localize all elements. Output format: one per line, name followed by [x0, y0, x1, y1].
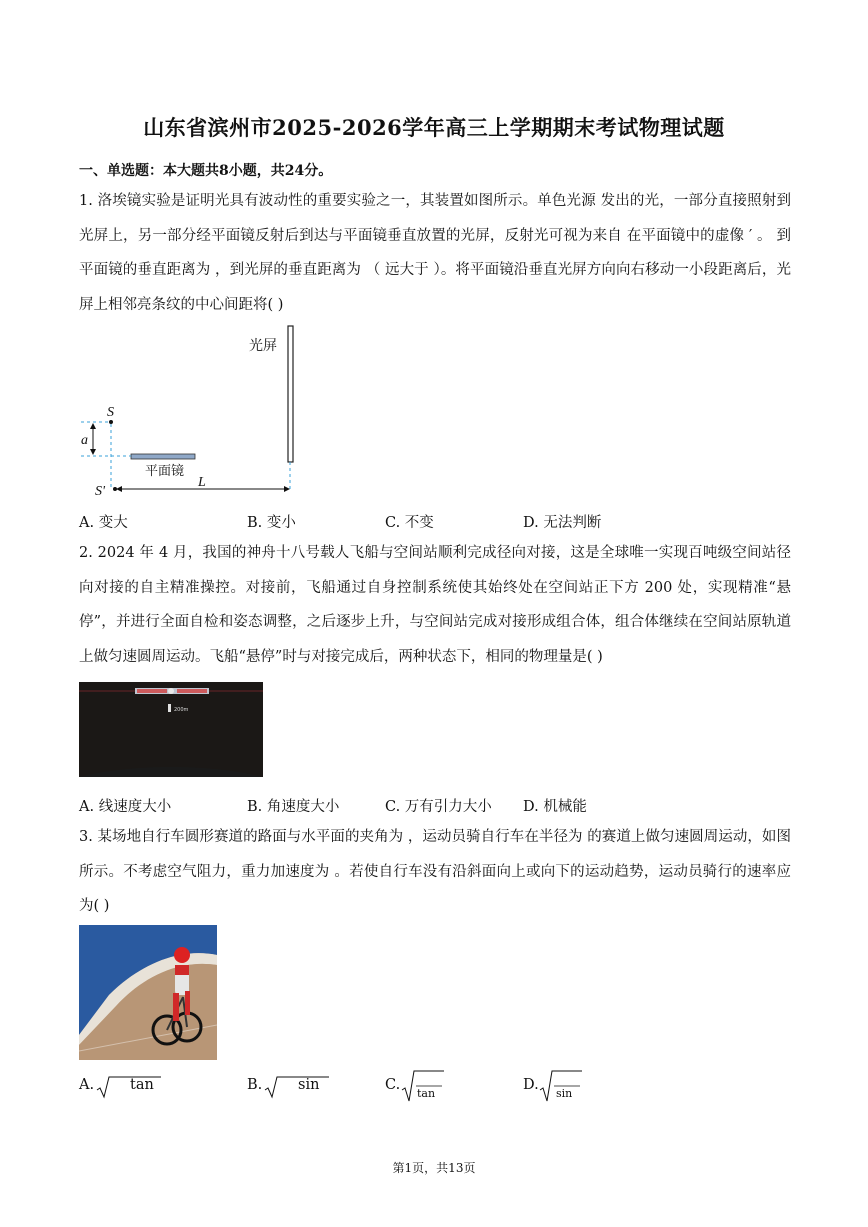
- page-footer: 第1页，共13页: [392, 1161, 476, 1175]
- q3-option-a-fn: tan: [130, 1077, 154, 1093]
- distance-label: 200m: [174, 707, 189, 713]
- section-heading: 一、单选题：本大题共8小题，共24分。: [79, 163, 333, 179]
- question-1-text: 1. 洛埃镜实验是证明光具有波动性的重要实验之一，其装置如图所示。单色光源 发出的光，一部分直接照射到光屏上，另一部分经平面镜反射后到达与平面镜垂直放置的光屏，反射光可视为来自 在平面镜中的虚像 ′ 。 到平面镜的垂直距离为 ，到光屏的垂直距离为 （ 远大于 ）。将平面镜沿垂直光屏方向向右移动一小段距离后，光屏上相邻亮条纹的中心间距将( ): [79, 193, 791, 313]
- l-label: L: [198, 475, 206, 490]
- q3-option-c-letter: C.: [385, 1077, 401, 1093]
- s-label: S: [107, 405, 114, 420]
- cyclist-photo: [79, 925, 217, 1060]
- q2-option-c: C. 万有引力大小: [385, 799, 492, 815]
- q3-option-c: [385, 1077, 400, 1093]
- q1-option-a: A. 变大: [79, 515, 128, 531]
- lloyd-mirror-figure: [79, 320, 319, 500]
- q3-option-c-fn: tan: [417, 1087, 436, 1100]
- q3-option-a-letter: A.: [79, 1077, 95, 1093]
- question-3-text: 3. 某场地自行车圆形赛道的路面与水平面的夹角为 ，运动员骑自行车在半径为 的赛道上做匀速圆周运动，如图所示。不考虑空气阻力，重力加速度为 。若使自行车没有沿斜面向上或向下的运动趋势，运动员骑行的速率应为( ): [79, 829, 791, 914]
- q1-option-b: B. 变小: [247, 515, 296, 531]
- q1-option-c: C. 不变: [385, 515, 434, 531]
- q1-option-d: D. 无法判断: [523, 515, 602, 531]
- q3-option-b-fn: sin: [298, 1077, 320, 1093]
- q2-option-d: D. 机械能: [523, 799, 587, 815]
- screen: [288, 326, 293, 462]
- mirror: [131, 454, 195, 459]
- q3-option-a: [79, 1077, 94, 1093]
- q2-option-b: B. 角速度大小: [247, 799, 340, 815]
- q3-option-b-letter: B.: [247, 1077, 263, 1093]
- s-prime-label: S': [95, 484, 105, 499]
- q3-option-b: [247, 1077, 262, 1093]
- q3-option-d-fn: sin: [556, 1087, 573, 1100]
- a-label: a: [81, 433, 88, 448]
- question-2-text: 2. 2024 年 4 月，我国的神舟十八号载人飞船与空间站顺利完成径向对接，这是全球唯一实现百吨级空间站径向对接的自主精准操控。对接前，飞船通过自身控制系统使其始终处在空间站正下方 200 处，实现精准“悬停”，并进行全面自检和姿态调整，之后逐步上升，与空间站完成对接形成组合体，组合体继续在空间站原轨道上做匀速圆周运动。飞船“悬停”时与对接完成后，两种状态下，相同的物理量是( ): [79, 545, 791, 665]
- mirror-label: 平面镜: [145, 464, 185, 479]
- page-title: 山东省滨州市2025-2026学年高三上学期期末考试物理试题: [143, 115, 725, 140]
- q3-option-d-letter: D.: [523, 1077, 539, 1093]
- screen-label: 光屏: [249, 338, 277, 354]
- space-station-photo: [79, 682, 263, 777]
- q2-option-a: A. 线速度大小: [79, 799, 172, 815]
- q3-option-d: [523, 1077, 539, 1093]
